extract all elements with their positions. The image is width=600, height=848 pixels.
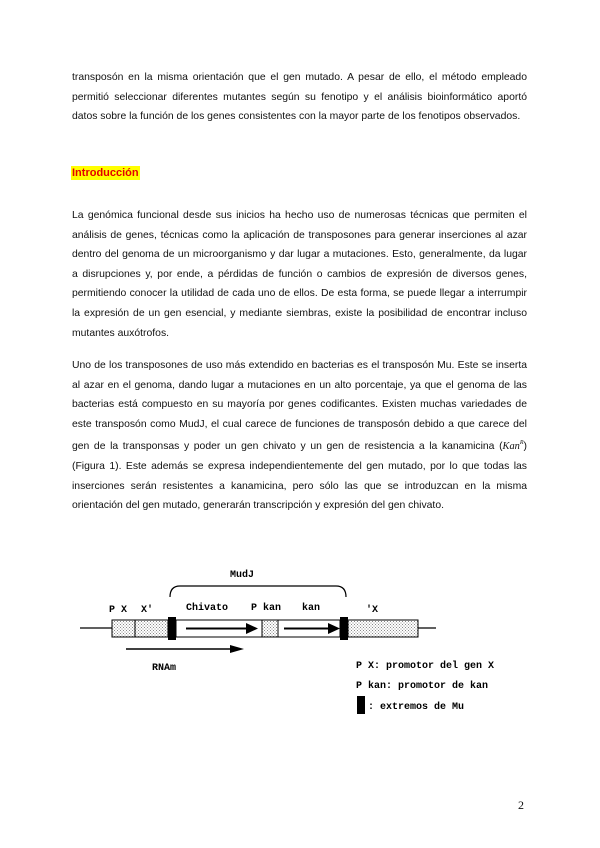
gene-x-right-region [348,620,418,637]
paragraph-intro-continuation: transposón en la misma orientación que el gen mutado. A pesar de ello, el método empleado permitió seleccionar diferentes mutantes según su fenotipo y el análisis bioinformático aportó datos sobre la función de los genes consistentes con la mayor parte de los fenotipos observados. [72,72,527,123]
legend-px: P X: promotor del gen X [356,661,495,672]
px-label: P X [109,605,128,616]
rnam-arrowhead [230,645,244,653]
pkan-promoter-box [262,620,278,637]
legend-pkan: P kan: promotor de kan [356,681,489,692]
legend-mu-end-swatch [357,696,365,714]
paragraph-genomica-funcional: La genómica funcional desde sus inicios ha hecho uso de numerosas técnicas que permiten el análisis de genes, técnicas como la aplicación de transposones para generar inserciones al azar dentro del genoma de un microorganismo y dar lugar a mutaciones. Esto, generalmente, da lugar a disrupciones y, por ende, a pérdidas de función o cambios de expresión de diversos genes, permitiendo conocer la utilidad de cada uno de ellos. De esta forma, se puede llegar a interrumpir la expresión de un gen esencial, y mediante siembras, existe la posibilidad de encontrar incluso mutantes auxótrofos. [72,210,527,339]
pkan-label: P kan [251,603,282,614]
mudj-bracket [170,586,346,597]
x-prime-right-label: 'X [366,605,379,616]
paragraph-text-end: ) (Figura 1). Este además se expresa independientemente del gen mutado, por lo que todas las inserciones serán resistentes a kanamicina, pero sólo las que se introduzcan en la misma orientación del gen mutado, generarán transcripción y expresión del gen chivato. [72,441,527,512]
mu-end-left [168,617,176,640]
rnam-label: RNAm [152,663,177,674]
mudj-label: MudJ [230,570,255,581]
kan-label: kan [302,603,321,614]
x-prime-left-label: X' [141,605,154,616]
gene-x-left-region [112,620,168,637]
chivato-label: Chivato [186,603,229,614]
page-number: 2 [518,798,524,812]
legend-mu-ends: : extremos de Mu [368,702,465,713]
paragraph-text-start: Uno de los transposones de uso más extendido en bacterias es el transposón Mu. Este se inserta al azar en el genoma, dando lugar a mutaciones en un alto porcentaje, ya que el genoma de las bacterias está compuesto en su mayoría por genes codificantes. Existen muchas variedades de este transposón como MudJ, el cual carece de funciones de transposón debido a que carece del gen de la transponsas y poder un gen chivato y un gen de resistencia a la kanamicina ( [72,360,527,453]
kan-term-text: Kan [502,441,520,453]
section-heading-introduccion: Introducción [72,167,139,179]
mu-end-right [340,617,348,640]
kan-term-superscript: R [519,440,524,447]
